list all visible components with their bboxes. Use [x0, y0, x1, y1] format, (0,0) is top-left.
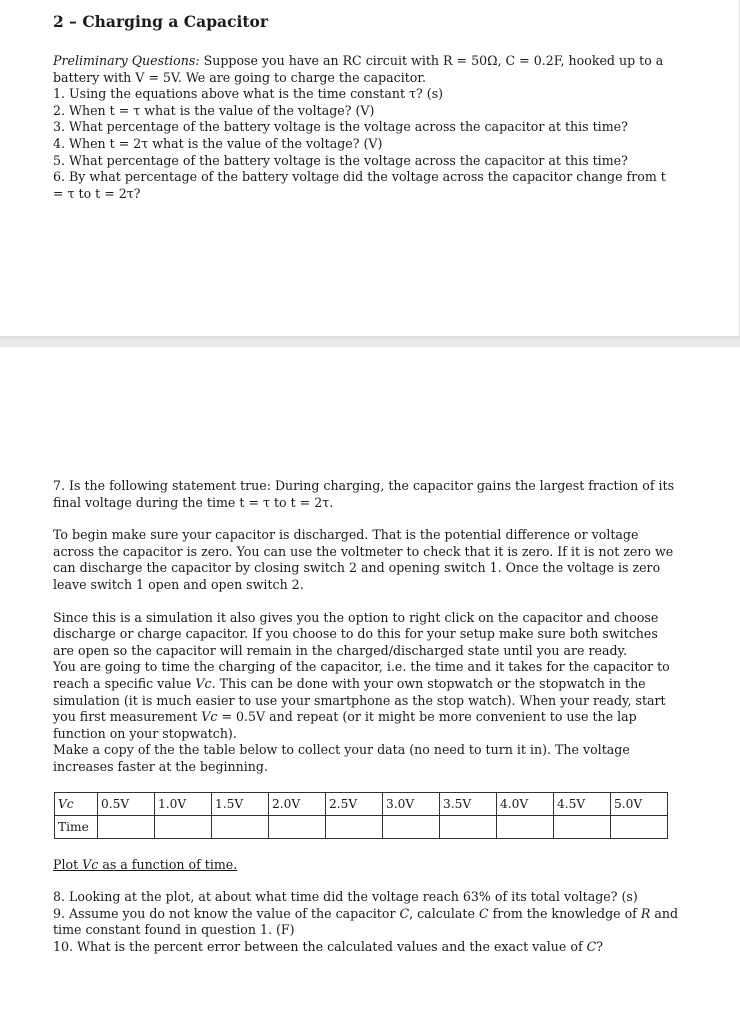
q9-c2: C — [478, 905, 489, 921]
timing-text-a: You are going to time the charging of the capacitor, i.e. the time and it takes for the capacitor to reach a specific value — [53, 659, 670, 691]
question-1: 1. Using the equations above what is the time constant τ? (s) — [53, 86, 444, 102]
table-cell-time — [440, 815, 497, 838]
q10-text-a: 10. What is the percent error between the calculated values and the exact value of — [53, 938, 587, 954]
q9-c: C — [399, 905, 410, 921]
table-cell-time — [269, 815, 326, 838]
page-separator — [0, 336, 740, 347]
question-10 — [53, 939, 680, 956]
preliminary-questions — [53, 53, 679, 86]
plot-instruction — [53, 857, 680, 874]
timing-text-c: = 0.5V and repeat (or it might be more convenient to use the lap function on your stopwatch). — [53, 709, 637, 741]
table-cell-voltage: 2.0V — [269, 792, 326, 815]
table-cell-time — [326, 815, 383, 838]
timing-vc-1: Vc — [195, 675, 212, 691]
table-cell-voltage: 5.0V — [611, 792, 668, 815]
table-cell-time — [383, 815, 440, 838]
question-6: 6. By what percentage of the battery voltage did the voltage across the capacitor change from t = τ to t = 2τ? — [53, 169, 666, 201]
q10-c: C — [586, 938, 597, 954]
table-cell-voltage: 3.5V — [440, 792, 497, 815]
q10-text-b: ? — [596, 938, 604, 954]
paragraph-table-instructions: Make a copy of the the table below to collect your data (no need to turn it in). The voltage increases faster at the beginning. — [53, 742, 630, 774]
preliminary-label: Preliminary Questions: — [53, 53, 200, 68]
table-cell-voltage: 2.5V — [326, 792, 383, 815]
table-row-vc — [55, 792, 668, 815]
question-2: 2. When t = τ what is the value of the voltage? (V) — [53, 102, 375, 118]
table-cell-time — [212, 815, 269, 838]
q9-text-e: and time constant found in question 1. (F) — [53, 905, 679, 938]
plot-vc: Vc — [82, 856, 99, 872]
question-3: 3. What percentage of the battery voltage is the voltage across the capacitor at this time? — [53, 119, 628, 135]
q9-r: R — [640, 905, 651, 921]
table-cell-time — [554, 815, 611, 838]
paragraph-simulation: Since this is a simulation it also gives you the option to right click on the capacitor and choose discharge or charge capacitor. If you choose to do this for your setup make sure both switches are open so the capacitor will remain in the charged/discharged state until you are ready. — [53, 609, 659, 658]
preliminary-text: Suppose you have an RC circuit with R = 50Ω, C = 0.2F, hooked up to a battery with V = 5V. We are going to charge the capacitor. — [53, 53, 664, 85]
table-cell-time — [611, 815, 668, 838]
question-4: 4. When t = 2τ what is the value of the voltage? (V) — [53, 135, 383, 151]
data-table — [54, 792, 668, 839]
q9-text-b: , calculate — [409, 905, 479, 921]
question-9 — [53, 906, 680, 939]
timing-text-b: . This can be done with your own stopwatch or the stopwatch in the simulation (it is much easier to use your smartphone as the stop watch). When your ready, start you first measurement — [53, 675, 666, 725]
question-8: 8. Looking at the plot, at about what time did the voltage reach 63% of its total voltage? (s) — [53, 889, 638, 905]
table-label-time: Time — [55, 815, 98, 838]
paragraph-timing — [53, 659, 680, 742]
table-cell-voltage: 1.5V — [212, 792, 269, 815]
table-cell-time — [98, 815, 155, 838]
section-heading: 2 – Charging a Capacitor — [53, 12, 269, 31]
question-7: 7. Is the following statement true: During charging, the capacitor gains the largest fraction of its final voltage during the time t = τ to t = 2τ. — [53, 478, 675, 510]
table-label-vc: Vc — [55, 792, 98, 815]
table-cell-voltage: 4.0V — [497, 792, 554, 815]
table-cell-time — [155, 815, 212, 838]
table-cell-time — [497, 815, 554, 838]
table-cell-voltage: 1.0V — [155, 792, 212, 815]
paragraph-discharge: To begin make sure your capacitor is discharged. That is the potential difference or voltage across the capacitor is zero. You can use the voltmeter to check that it is zero. If it is not zero we can discharge the capacitor by closing switch 2 and opening switch 1. Once the voltage is zero leave switch 1 open and open switch 2. — [53, 527, 674, 592]
document-page-2 — [0, 347, 740, 1024]
q9-text-a: 9. Assume you do not know the value of the capacitor — [53, 905, 400, 921]
question-5: 5. What percentage of the battery voltage is the voltage across the capacitor at this time? — [53, 152, 628, 168]
table-cell-voltage: 4.5V — [554, 792, 611, 815]
plot-text-b: as a function of time. — [98, 856, 238, 872]
table-cell-voltage: 0.5V — [98, 792, 155, 815]
timing-vc-2: Vc — [201, 709, 218, 725]
plot-text-a: Plot — [53, 856, 83, 872]
q9-text-d: from the knowledge of — [488, 905, 641, 921]
table-cell-voltage: 3.0V — [383, 792, 440, 815]
table-row-time — [55, 815, 668, 838]
document-page-1 — [0, 0, 740, 336]
